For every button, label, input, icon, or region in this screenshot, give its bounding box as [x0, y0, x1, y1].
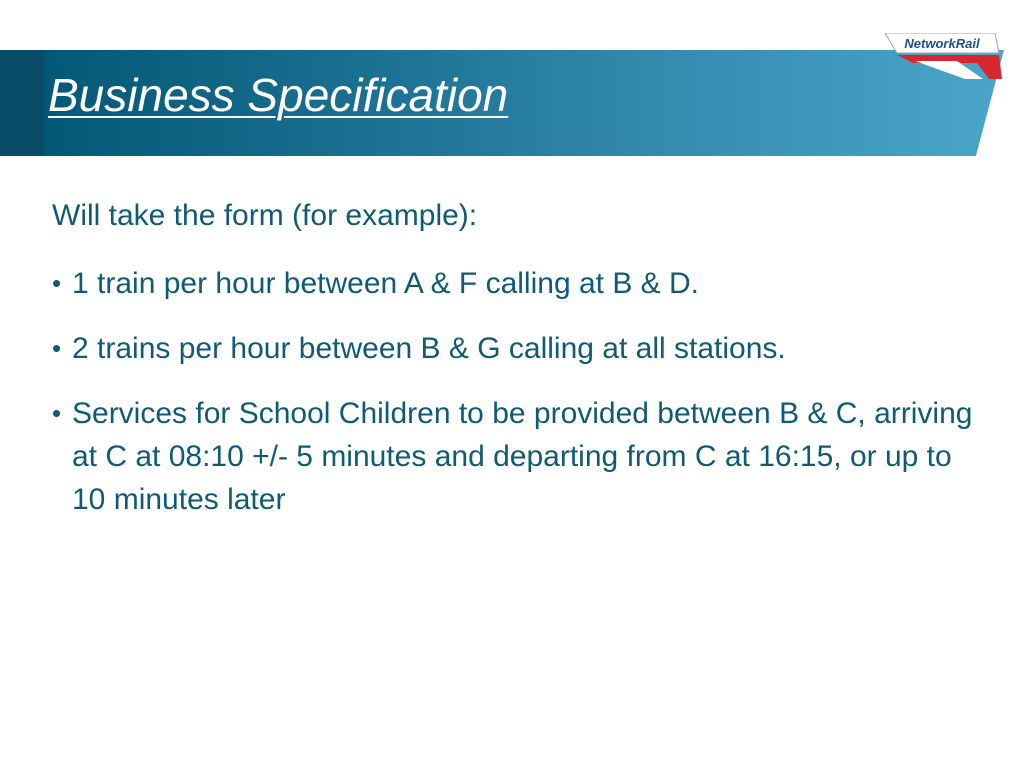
bullet-list: [52, 262, 982, 521]
bullet-text: 1 train per hour between A & F calling at B & D.: [72, 267, 700, 300]
network-rail-logo-icon: [885, 33, 1005, 81]
title-band-stripe: [0, 50, 44, 156]
bullet-mark: •: [52, 398, 62, 428]
logo-wordmark: NetworkRail: [904, 36, 980, 51]
bullet-mark: •: [52, 333, 62, 363]
bullet-item: [52, 327, 982, 370]
bullet-text: Services for School Children to be provided between B & C, arriving at C at 08:10 +/- 5 minutes and departing from C at 16:15, or up to 10 minutes later: [72, 397, 973, 516]
lead-text: Will take the form (for example):: [52, 199, 478, 232]
slide-title: Business Specification: [48, 69, 509, 121]
bullet-item: [52, 262, 982, 305]
bullet-mark: •: [52, 268, 62, 298]
slide-body: [52, 196, 982, 543]
bullet-item: [52, 392, 982, 521]
bullet-text: 2 trains per hour between B & G calling at all stations.: [72, 332, 786, 365]
